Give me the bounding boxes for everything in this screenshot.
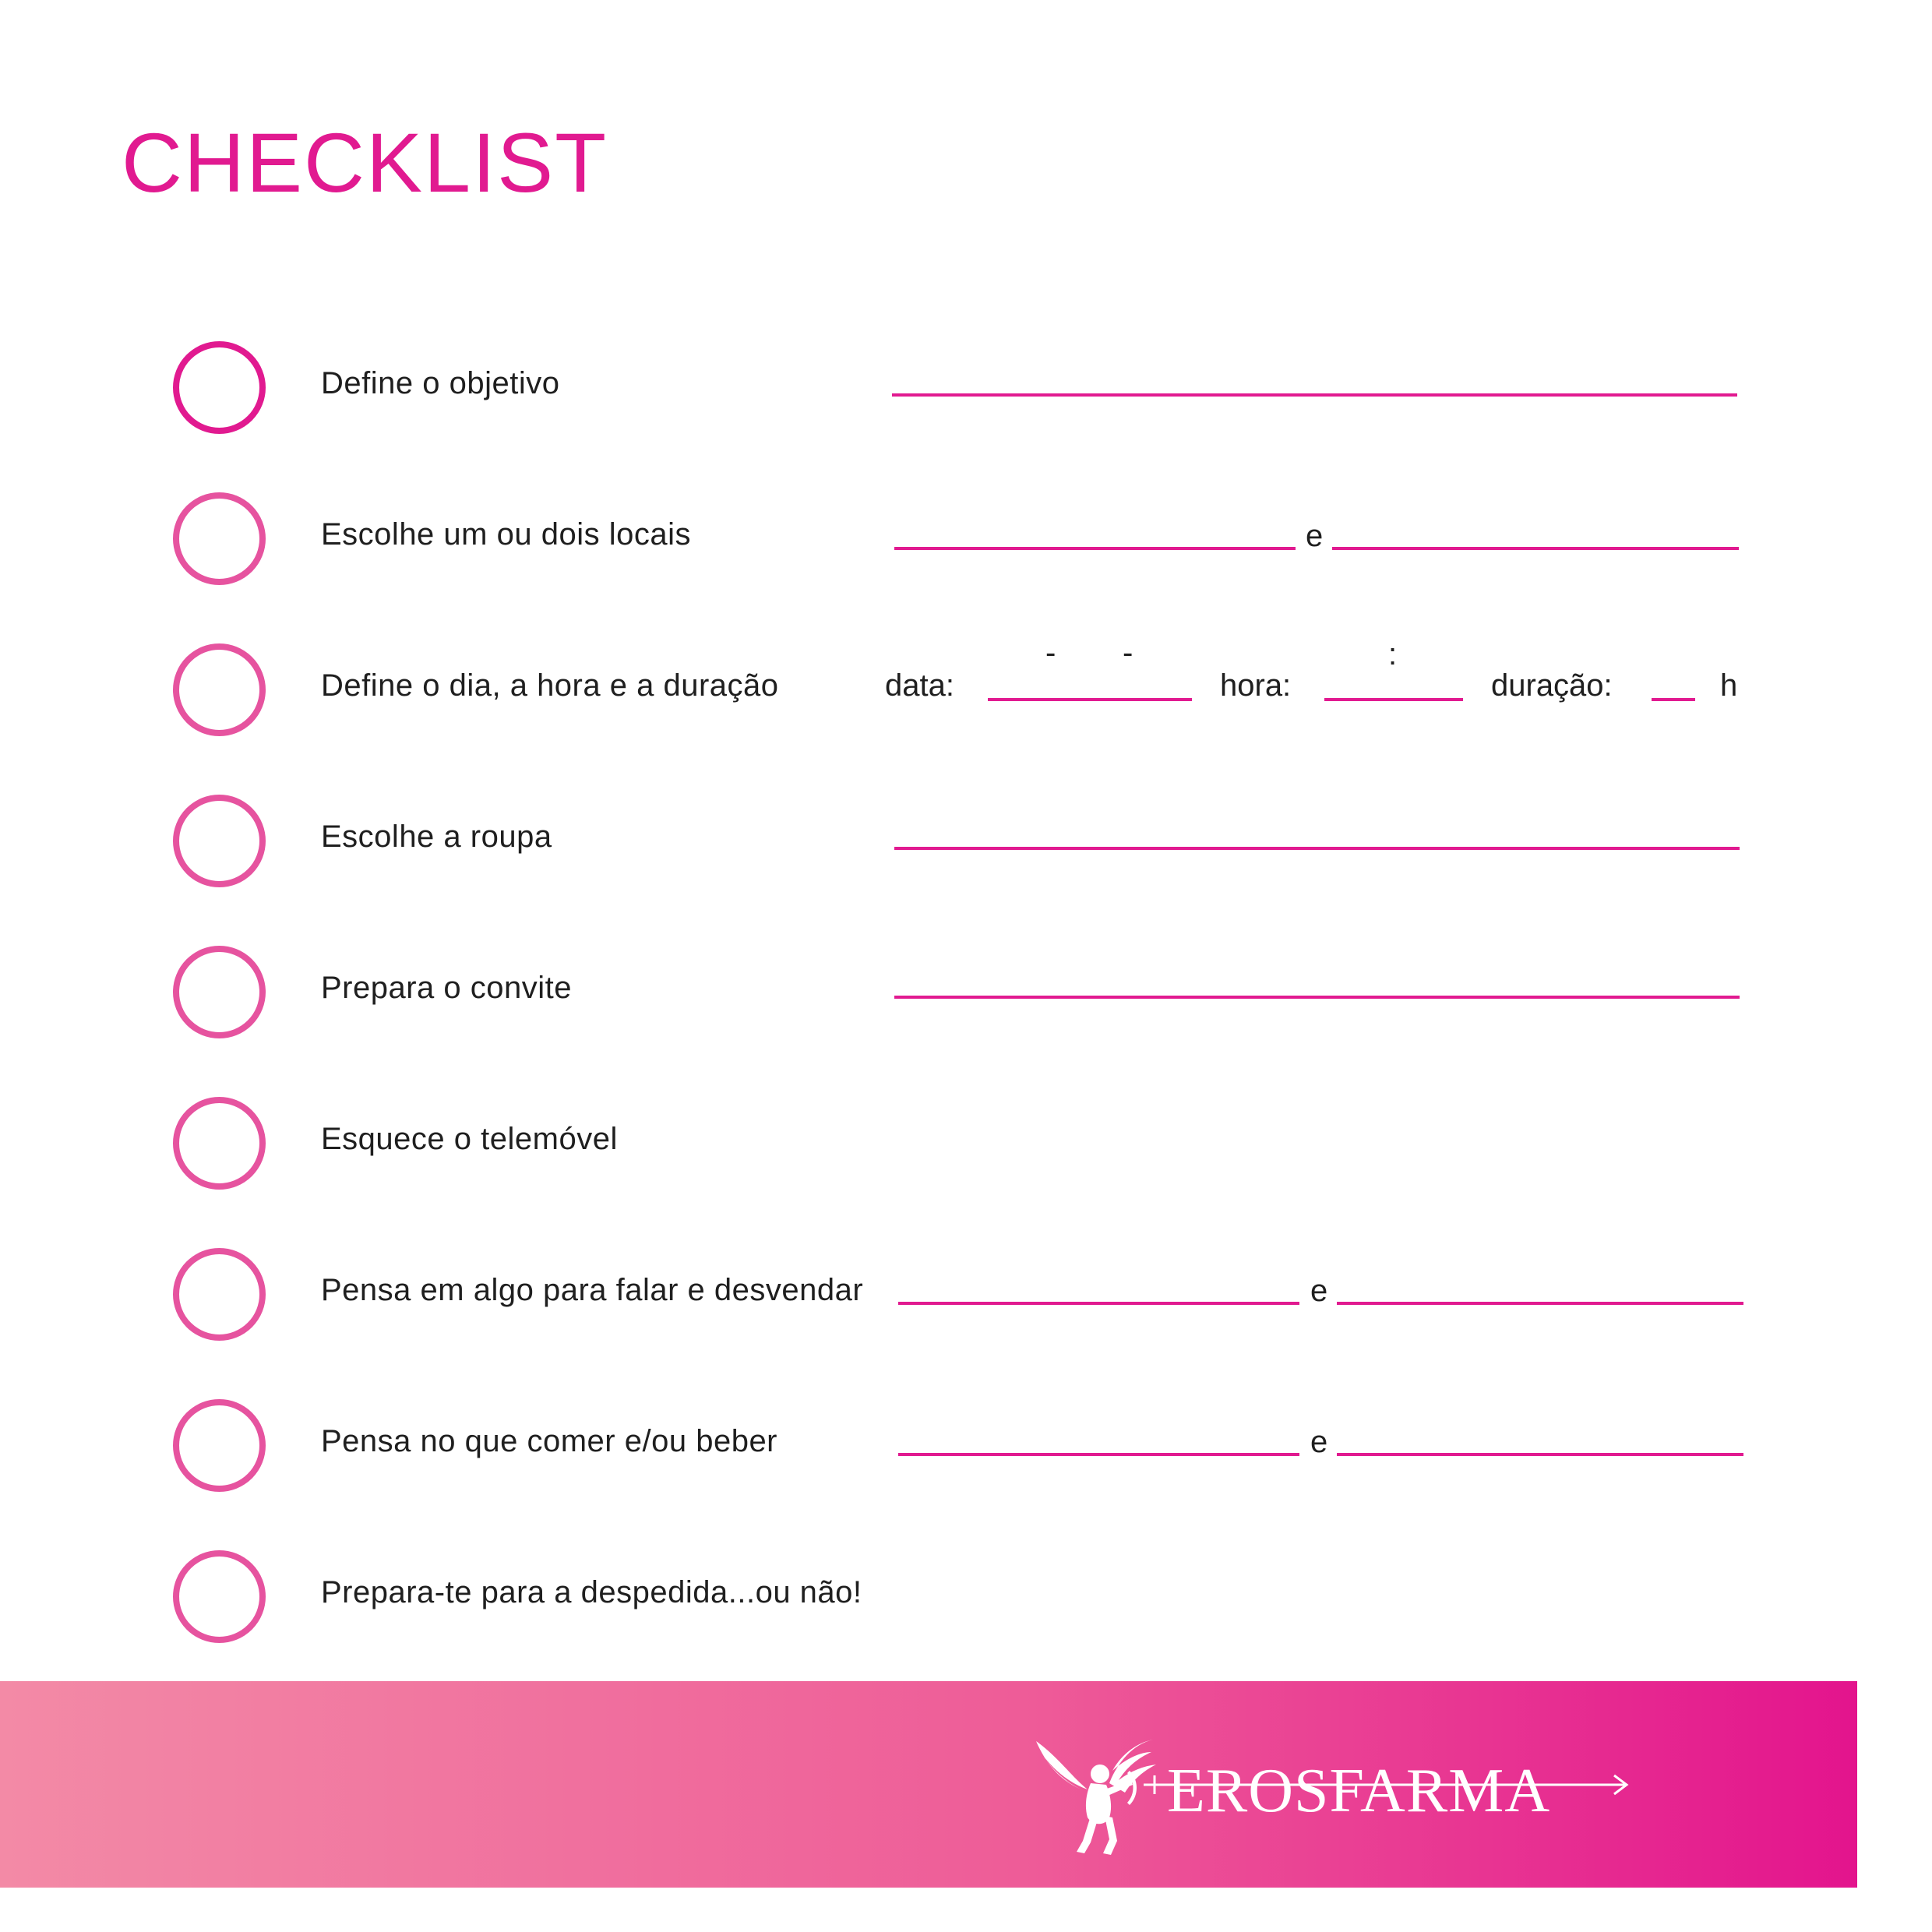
answer-line-first[interactable] [898,1302,1299,1305]
answer-line-second[interactable] [1332,547,1739,550]
item-label: Prepara o convite [321,971,573,1005]
checkbox-circle[interactable] [173,341,266,434]
checklist-item [0,1542,1932,1644]
checkbox-circle[interactable] [173,1248,266,1341]
brand-name: EROSFARMA [1167,1757,1551,1825]
joiner-text: e [1306,519,1324,553]
answer-line[interactable] [894,847,1740,850]
hour-separator: : [1388,637,1398,672]
checklist-item [0,1240,1932,1341]
answer-line[interactable] [892,393,1737,397]
checklist-item [0,1391,1932,1493]
checkbox-circle[interactable] [173,795,266,887]
checkbox-circle[interactable] [173,492,266,585]
item-label: Prepara-te para a despedida...ou não! [321,1575,862,1609]
item-label: Define o dia, a hora e a duração [321,668,779,703]
item-label: Escolhe um ou dois locais [321,517,691,552]
answer-line[interactable] [894,996,1740,999]
checkbox-circle[interactable] [173,1097,266,1190]
item-label: Esquece o telemóvel [321,1122,618,1156]
duration-label: duração: [1491,668,1613,703]
checklist-item [0,636,1932,737]
answer-line-second[interactable] [1337,1453,1743,1456]
date-separator: - [1123,636,1133,670]
checklist-item [0,938,1932,1039]
page-title: CHECKLIST [122,115,608,210]
answer-line-second[interactable] [1337,1302,1743,1305]
answer-line-first[interactable] [894,547,1296,550]
hour-line[interactable] [1324,698,1463,701]
checklist-item [0,1089,1932,1190]
checklist-item [0,485,1932,586]
joiner-text: e [1310,1425,1328,1459]
checkbox-circle[interactable] [173,643,266,736]
footer-banner [0,1681,1857,1888]
duration-line[interactable] [1652,698,1695,701]
item-label: Pensa no que comer e/ou beber [321,1424,778,1458]
duration-unit: h [1720,668,1738,703]
cupid-icon [1036,1740,1156,1855]
answer-line-first[interactable] [898,1453,1299,1456]
item-label: Pensa em algo para falar e desvendar [321,1273,864,1307]
erosfarma-logo [1013,1708,1636,1864]
date-label: data: [885,668,954,703]
date-separator: - [1045,636,1056,670]
item-label: Define o objetivo [321,366,560,400]
joiner-text: e [1310,1274,1328,1308]
date-line[interactable] [988,698,1192,701]
checklist-item [0,333,1932,435]
checkbox-circle[interactable] [173,1399,266,1492]
checklist-item [0,787,1932,888]
checkbox-circle[interactable] [173,946,266,1038]
checkbox-circle[interactable] [173,1550,266,1643]
hour-label: hora: [1220,668,1292,703]
item-label: Escolhe a roupa [321,820,552,854]
